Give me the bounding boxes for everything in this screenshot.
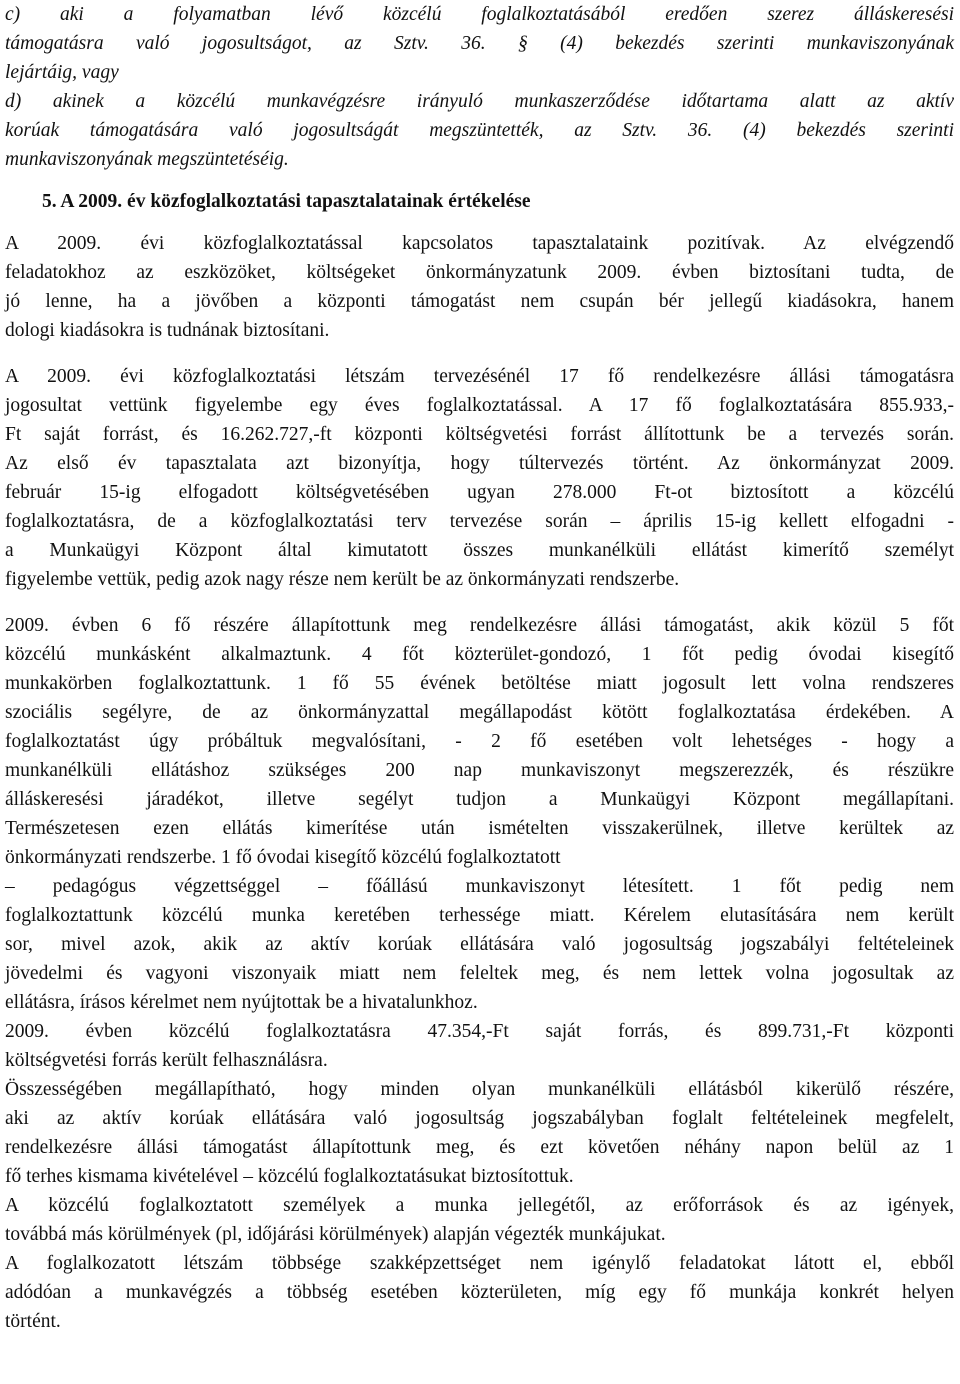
text-line: támogatásra való jogosultságot, az Sztv. 36. § (4) bekezdés szerinti munkaviszonyának xyxy=(5,33,954,54)
text-line: Természetesen ezen ellátás kimerítése után ismételten visszakerülnek, illetve kerültek az xyxy=(5,818,954,839)
text-line: 2009. évben közcélú foglalkoztatásra 47.354,-Ft saját forrás, és 899.731,-Ft központi xyxy=(5,1021,954,1042)
text-line: szociális segélyre, de az önkormányzattal megállapodást kötött foglalkoztatása érdekében. A xyxy=(5,702,954,723)
text-line: foglalkoztattunk közcélú munka keretében terhessége miatt. Kérelem elutasítására nem került xyxy=(5,905,954,926)
intro-list xyxy=(5,0,954,174)
text-line: a Munkaügyi Központ által kimutatott összes munkanélküli ellátást kimerítő személyt xyxy=(5,540,954,561)
text-line: jövedelmi és vagyoni viszonyaik miatt nem feleltek meg, és nem lettek volna jogosultak az xyxy=(5,963,954,984)
section-heading: 5. A 2009. év közfoglalkoztatási tapasztalatainak értékelése xyxy=(42,191,531,212)
text-line: február 15-ig elfogadott költségvetésében ugyan 278.000 Ft-ot biztosított a közcélú xyxy=(5,482,954,503)
text-line: jogosultat vettünk figyelembe egy éves foglalkoztatással. A 17 fő foglalkoztatására 855.933,- xyxy=(5,395,954,416)
paragraph xyxy=(5,1075,954,1191)
text-line: – pedagógus végzettséggel – főállású munkaviszonyt létesített. 1 főt pedig nem xyxy=(5,876,954,897)
text-line: rendelkezésre állási támogatást állapítottunk meg, és ezt követően néhány napon belül az 1 xyxy=(5,1137,954,1158)
paragraph xyxy=(5,362,954,594)
text-line: figyelembe vettük, pedig azok nagy része nem került be az önkormányzati rendszerbe. xyxy=(5,569,680,590)
text-line: Az első év tapasztalata azt bizonyítja, hogy túltervezés történt. Az önkormányzat 2009. xyxy=(5,453,954,474)
text-line: Összességében megállapítható, hogy minden olyan munkanélküli ellátásból kikerülő részére, xyxy=(5,1079,954,1100)
text-line: munkaviszonyának megszüntetéséig. xyxy=(5,149,289,170)
text-line: foglalkoztatásra, de a közfoglalkoztatási terv tervezése során – április 15-ig kellett elfogadni - xyxy=(5,511,954,532)
text-line: 2009. évben 6 fő részére állapítottunk meg rendelkezésre állási támogatást, akik közül 5 főt xyxy=(5,615,954,636)
text-line: aki az aktív korúak ellátására való jogosultság jogszabályban foglalt feltételeinek megfelelt, xyxy=(5,1108,954,1129)
text-line: közcélú munkásként alkalmaztunk. 4 főt közterület-gondozó, 1 főt pedig óvodai kisegítő xyxy=(5,644,954,665)
text-line: feladatokhoz az eszközöket, költségeket önkormányzatunk 2009. évben biztosítani tudta, de xyxy=(5,262,954,283)
paragraph xyxy=(5,1191,954,1249)
text-line: önkormányzati rendszerbe. 1 fő óvodai kisegítő közcélú foglalkoztatott xyxy=(5,847,561,868)
text-line: d) akinek a közcélú munkavégzésre irányuló munkaszerződése időtartama alatt az aktív xyxy=(5,91,954,112)
text-line: ellátásra, írásos kérelmet nem nyújtottak be a hivatalunkhoz. xyxy=(5,992,478,1013)
text-line: munkakörben foglalkoztattunk. 1 fő 55 évének betöltése miatt jogosult lett volna rendszeres xyxy=(5,673,954,694)
text-line: lejártáig, vagy xyxy=(5,62,119,83)
text-line: Ft saját forrást, és 16.262.727,-ft központi költségvetési forrást állítottunk be a tervezés során. xyxy=(5,424,954,445)
text-line: A 2009. évi közfoglalkoztatással kapcsolatos tapasztalataink pozitívak. Az elvégzendő xyxy=(5,233,954,254)
paragraph xyxy=(5,229,954,345)
text-line: álláskeresési járadékot, illetve segélyt tudjon a Munkaügyi Központ megállapítani. xyxy=(5,789,954,810)
text-line: fő terhes kismama kivételével – közcélú foglalkoztatásukat biztosítottuk. xyxy=(5,1166,574,1187)
text-line: költségvetési forrás került felhasználásra. xyxy=(5,1050,328,1071)
text-line: A foglalkozatott létszám többsége szakképzettséget nem igénylő feladatokat látott el, ebből xyxy=(5,1253,954,1274)
text-line: foglalkoztatást úgy próbáltuk megvalósítani, - 2 fő esetében volt lehetséges - hogy a xyxy=(5,731,954,752)
text-line: A közcélú foglalkoztatott személyek a munka jellegétől, az erőforrások és az igények, xyxy=(5,1195,954,1216)
text-line: adódóan a munkavégzés a többség esetében közterületen, míg egy fő munkája konkrét helyen xyxy=(5,1282,954,1303)
text-line: történt. xyxy=(5,1311,61,1332)
paragraph xyxy=(5,1017,954,1075)
text-line: továbbá más körülmények (pl, időjárási körülmények) alapján végezték munkájukat. xyxy=(5,1224,666,1245)
text-line: korúak támogatására való jogosultságát megszüntették, az Sztv. 36. (4) bekezdés szerinti xyxy=(5,120,954,141)
paragraph xyxy=(5,611,954,1017)
text-line: jó lenne, ha a jövőben a központi támogatást nem csupán bér jellegű kiadásokra, hanem xyxy=(5,291,954,312)
text-line: sor, mivel azok, akik az aktív korúak ellátására való jogosultság jogszabályi feltételeinek xyxy=(5,934,954,955)
paragraph xyxy=(5,1249,954,1336)
text-line: c) aki a folyamatban lévő közcélú foglalkoztatásából eredően szerez álláskeresési xyxy=(5,4,954,25)
text-line: munkanélküli ellátáshoz szükséges 200 nap munkaviszonyt megszerezzék, és részükre xyxy=(5,760,954,781)
text-line: A 2009. évi közfoglalkoztatási létszám tervezésénél 17 fő rendelkezésre állási támogatásra xyxy=(5,366,954,387)
text-line: dologi kiadásokra is tudnának biztosítani. xyxy=(5,320,330,341)
